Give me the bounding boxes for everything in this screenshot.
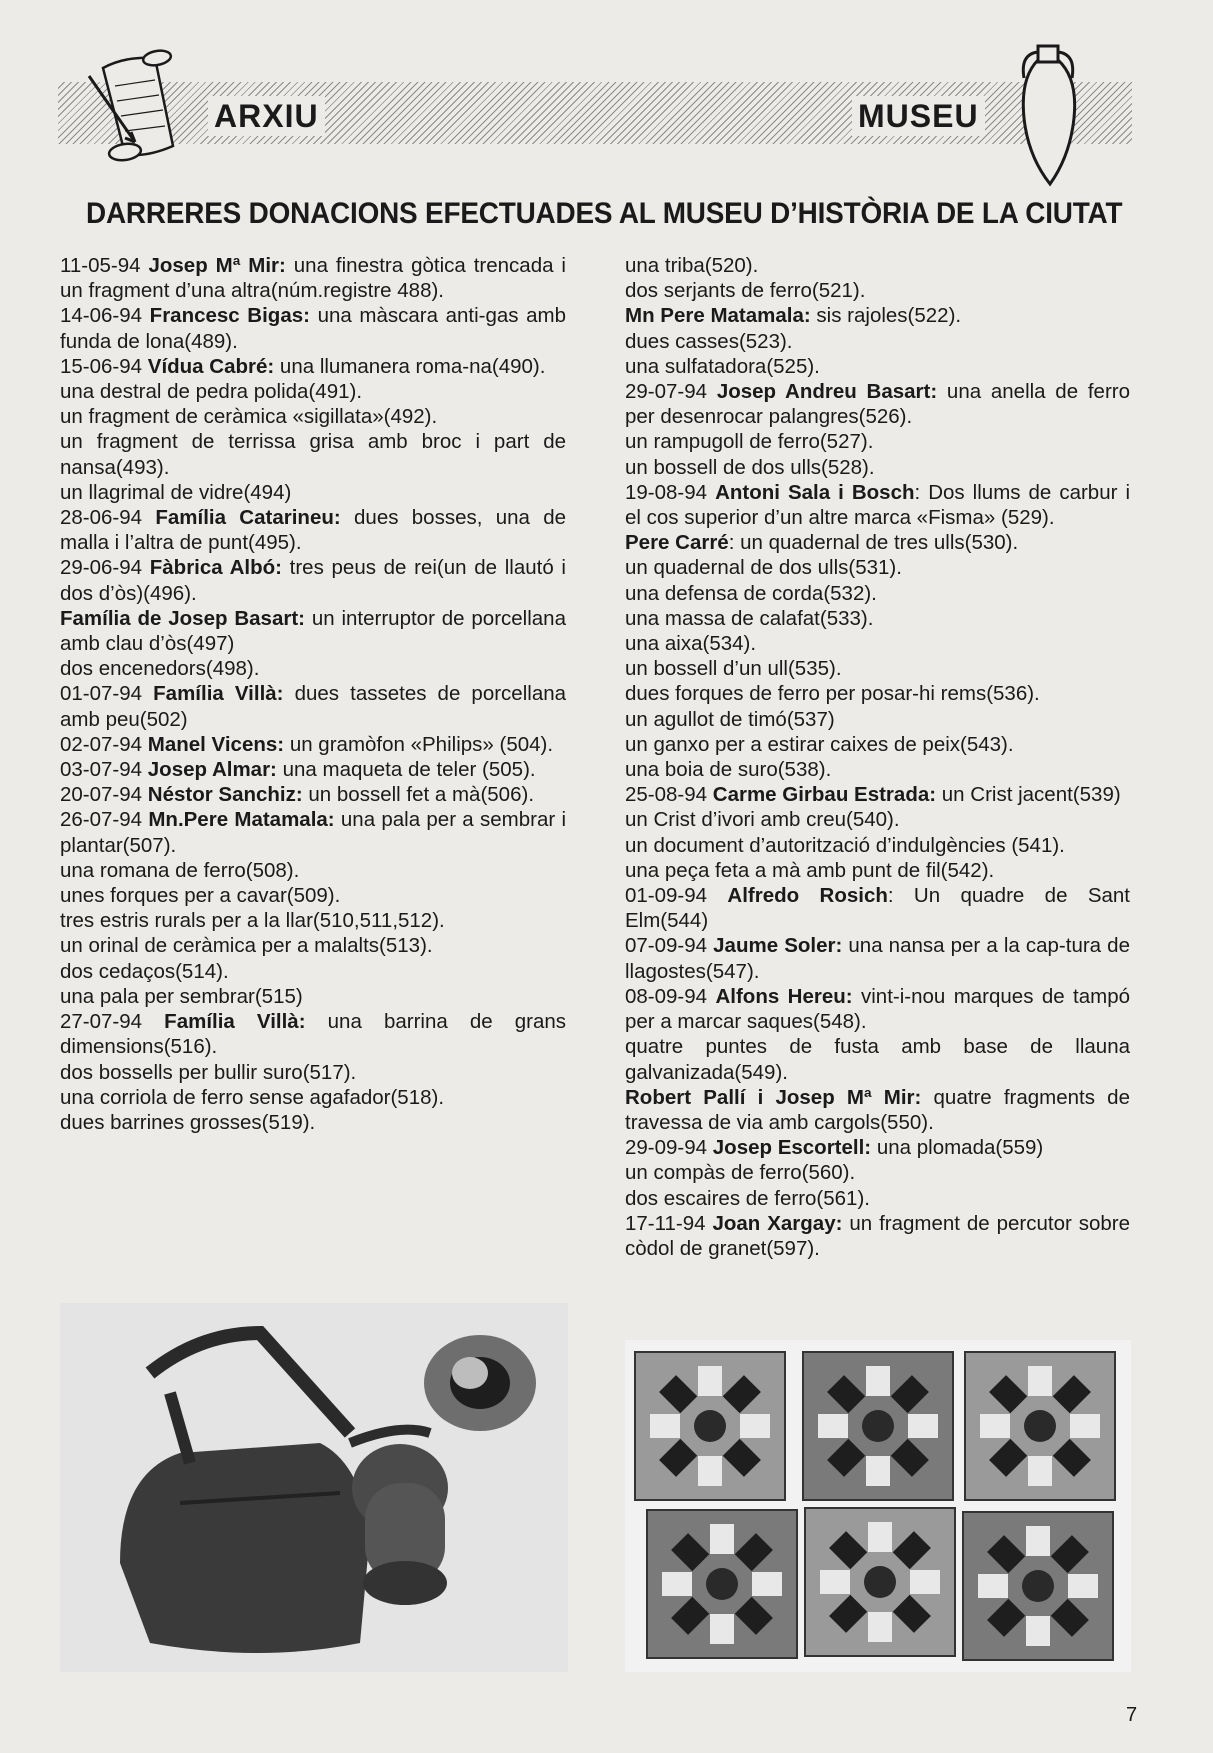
donation-entry — [625, 480, 1130, 530]
donation-description: una corriola de ferro sense agafador(518). — [60, 1085, 445, 1109]
photo-gas-mask — [60, 1303, 568, 1672]
donation-description: tres peus de rei(un de llautó i dos d’òs)(496). — [60, 556, 566, 605]
donation-entry — [60, 1085, 566, 1110]
donor-name: Néstor Sanchiz: — [147, 783, 303, 807]
donation-date: 08-09-94 — [625, 984, 708, 1008]
photo-tiles — [625, 1340, 1131, 1672]
donation-description: un fragment de terrissa grisa amb broc i part de nansa(493). — [60, 430, 566, 479]
donation-entry — [60, 1110, 566, 1135]
donation-entry — [625, 429, 1130, 454]
donation-description: quatre fragments de travessa de via amb cargols(550). — [625, 1085, 1130, 1134]
donation-description: una maqueta de teler (505). — [282, 758, 536, 782]
donation-entry — [625, 782, 1130, 807]
donation-description: un Crist d’ivori amb creu(540). — [625, 808, 900, 832]
donation-description: una barrina de grans dimensions(516). — [60, 1010, 567, 1059]
donor-name: Josep Andreu Basart: — [716, 380, 938, 404]
scroll-icon — [85, 46, 195, 166]
donor-name: Josep Mª Mir: — [148, 254, 286, 277]
donation-description: un llagrimal de vidre(494) — [60, 480, 292, 504]
header-label-museu: MUSEU — [852, 96, 985, 136]
donation-description: una anella de ferro per desenrocar palangres(526). — [625, 380, 1130, 429]
donation-description: dues forques de ferro per posar-hi rems(536). — [625, 682, 1040, 706]
donation-entry — [625, 681, 1130, 706]
donation-description: un document d’autorització d’indulgències (541). — [625, 833, 1065, 857]
donation-date: 11-05-94 — [60, 254, 141, 277]
donation-description: dues tassetes de porcellana amb peu(502) — [60, 682, 567, 731]
donation-entry — [60, 883, 566, 908]
tile — [635, 1352, 785, 1500]
donation-date: 01-07-94 — [60, 682, 143, 706]
donation-description: tres estris rurals per a la llar(510,511,512). — [60, 909, 445, 933]
donation-date: 20-07-94 — [60, 783, 143, 807]
donation-entry — [60, 858, 566, 883]
donation-entry — [60, 379, 566, 404]
donation-date: 29-06-94 — [60, 556, 143, 580]
donation-entry — [60, 681, 566, 731]
donation-description: un bossell fet a mà(506). — [308, 783, 535, 807]
donation-date: 15-06-94 — [60, 354, 143, 378]
donor-name: Pere Carré — [625, 531, 729, 555]
donation-description: un compàs de ferro(560). — [625, 1161, 856, 1185]
donation-entry — [60, 606, 566, 656]
donation-entry — [60, 807, 566, 857]
donor-name: Família Villà: — [164, 1010, 306, 1034]
donation-description: una nansa per a la cap-tura de llagostes(547). — [625, 934, 1130, 983]
donation-entry — [60, 555, 566, 605]
donation-description: una defensa de corda(532). — [625, 581, 877, 605]
donation-entry — [60, 480, 566, 505]
donation-description: una peça feta a mà amb punt de fil(542). — [625, 858, 995, 882]
donation-date: 25-08-94 — [625, 783, 708, 807]
donation-entry — [625, 581, 1130, 606]
donor-name: Carme Girbau Estrada: — [712, 783, 937, 807]
donation-entry — [625, 1085, 1130, 1135]
donation-description: : un quadernal de tres ulls(530). — [728, 531, 1019, 555]
donation-description: un gramòfon «Philips» (504). — [289, 732, 554, 756]
donation-entry — [60, 933, 566, 958]
donation-description: un fragment de percutor sobre còdol de granet(597). — [625, 1211, 1130, 1260]
donation-entry — [625, 354, 1130, 379]
donation-entry — [625, 530, 1130, 555]
donation-entry — [625, 732, 1130, 757]
donation-description: sis rajoles(522). — [816, 304, 962, 328]
donation-entry — [60, 253, 566, 303]
donation-entry — [60, 732, 566, 757]
donor-name: Joan Xargay: — [712, 1211, 843, 1235]
tile — [803, 1352, 953, 1500]
donation-description: : Un quadre de Sant Elm(544) — [625, 884, 1130, 933]
donation-description: una sulfatadora(525). — [625, 354, 820, 378]
donation-description: dues barrines grosses(519). — [60, 1110, 316, 1134]
donor-name: Família Villà: — [153, 682, 284, 706]
tile — [963, 1512, 1113, 1660]
donation-description: un bossell d’un ull(535). — [625, 657, 842, 681]
donation-description: una llumanera roma-na(490). — [279, 354, 546, 378]
section-header-band — [58, 82, 1132, 144]
donor-name: Josep Escortell: — [712, 1136, 872, 1160]
donation-description: una finestra gòtica trencada i un fragment d’una altra(núm.registre 488). — [60, 254, 566, 303]
donation-entry — [625, 1211, 1130, 1261]
tile — [805, 1508, 955, 1656]
donation-description: unes forques per a cavar(509). — [60, 884, 341, 908]
donor-name: Jaume Soler: — [713, 934, 843, 958]
donation-entry — [60, 1009, 566, 1059]
donation-entry — [625, 555, 1130, 580]
donation-date: 01-09-94 — [625, 884, 708, 908]
donation-description: una plomada(559) — [876, 1136, 1044, 1160]
donation-entry — [625, 807, 1130, 832]
donation-description: quatre puntes de fusta amb base de llauna galvanizada(549). — [625, 1035, 1130, 1084]
donation-entry — [60, 404, 566, 429]
donation-description: dos bossells per bullir suro(517). — [60, 1060, 357, 1084]
donation-entry — [60, 656, 566, 681]
donation-description: un orinal de ceràmica per a malalts(513). — [60, 934, 433, 958]
donation-entry — [625, 1160, 1130, 1185]
donation-date: 29-09-94 — [625, 1136, 708, 1160]
donor-name: Robert Pallí i Josep Mª Mir: — [625, 1085, 922, 1109]
donation-entry — [60, 429, 566, 479]
donation-entry — [625, 278, 1130, 303]
donation-description: una triba(520). — [625, 254, 759, 277]
donation-description: un agullot de timó(537) — [625, 707, 835, 731]
donation-entry — [625, 379, 1130, 429]
left-column-donations — [60, 253, 566, 1135]
donation-entry — [625, 656, 1130, 681]
donation-description: una pala per a sembrar i plantar(507). — [60, 808, 566, 857]
donation-description: dues bosses, una de malla i l’altra de punt(495). — [60, 506, 567, 555]
donation-entry — [60, 354, 566, 379]
donation-entry — [625, 858, 1130, 883]
donation-description: una destral de pedra polida(491). — [60, 380, 363, 404]
donation-entry — [60, 959, 566, 984]
donation-date: 17-11-94 — [625, 1211, 706, 1235]
donation-entry — [625, 1135, 1130, 1160]
donation-entry — [625, 933, 1130, 983]
donation-description: una massa de calafat(533). — [625, 606, 874, 630]
donation-entry — [60, 303, 566, 353]
donation-entry — [60, 1060, 566, 1085]
donation-description: : Dos llums de carbur i el cos superior d’un altre marca «Fisma» (529). — [625, 480, 1130, 530]
donation-entry — [625, 883, 1130, 933]
donor-name: Antoni Sala i Bosch — [715, 480, 915, 504]
header-label-arxiu: ARXIU — [208, 96, 325, 136]
donation-entry — [625, 707, 1130, 732]
page-title: DARRERES DONACIONS EFECTUADES AL MUSEU D’HISTÒRIA DE LA CIUTAT — [86, 197, 1123, 230]
donor-name: Josep Almar: — [147, 758, 277, 782]
donation-description: un quadernal de dos ulls(531). — [625, 556, 902, 580]
donor-name: Família de Josep Basart: — [60, 606, 305, 630]
donation-date: 26-07-94 — [60, 808, 143, 832]
donation-entry — [625, 455, 1130, 480]
donation-date: 03-07-94 — [60, 758, 143, 782]
donation-description: una aixa(534). — [625, 632, 757, 656]
right-column-donations — [625, 253, 1130, 1261]
donation-date: 02-07-94 — [60, 732, 143, 756]
donation-description: una màscara anti-gas amb funda de lona(489). — [60, 304, 566, 353]
donation-description: un bossell de dos ulls(528). — [625, 455, 875, 479]
donation-date: 27-07-94 — [60, 1010, 143, 1034]
donation-date: 14-06-94 — [60, 304, 143, 328]
donation-entry — [60, 757, 566, 782]
donation-entry — [625, 1186, 1130, 1211]
donation-date: 29-07-94 — [625, 380, 708, 404]
donation-entry — [625, 833, 1130, 858]
donor-name: Mn Pere Matamala: — [625, 304, 811, 328]
donation-entry — [625, 1034, 1130, 1084]
donor-name: Manel Vicens: — [147, 732, 285, 756]
donation-description: dos serjants de ferro(521). — [625, 279, 866, 303]
donation-date: 19-08-94 — [625, 480, 708, 504]
donation-date: 07-09-94 — [625, 934, 708, 958]
donation-entry — [60, 505, 566, 555]
donation-date: 28-06-94 — [60, 506, 143, 530]
amphora-icon — [1012, 38, 1084, 188]
donor-name: Alfons Hereu: — [715, 984, 853, 1008]
donation-description: dos cedaços(514). — [60, 959, 229, 983]
donation-description: dos encenedors(498). — [60, 657, 260, 681]
donor-name: Francesc Bigas: — [149, 304, 310, 328]
donation-entry — [60, 984, 566, 1009]
tiles-illustration — [625, 1340, 1131, 1672]
donation-entry — [625, 253, 1130, 278]
donation-entry — [60, 908, 566, 933]
donation-description: dos escaires de ferro(561). — [625, 1186, 870, 1210]
donation-entry — [625, 757, 1130, 782]
page-number: 7 — [1126, 1704, 1138, 1726]
donation-entry — [60, 782, 566, 807]
donation-description: vint-i-nou marques de tampó per a marcar saques(548). — [625, 984, 1131, 1034]
donation-description: un rampugoll de ferro(527). — [625, 430, 874, 454]
donation-description: un Crist jacent(539) — [941, 783, 1121, 807]
donor-name: Alfredo Rosich — [727, 884, 888, 908]
donation-description: un fragment de ceràmica «sigillata»(492). — [60, 405, 438, 429]
donation-description: una boia de suro(538). — [625, 758, 832, 782]
tile — [647, 1510, 797, 1658]
donation-entry — [625, 329, 1130, 354]
donation-description: un interruptor de porcellana amb clau d’òs(497) — [60, 606, 566, 656]
donor-name: Mn.Pere Matamala: — [148, 808, 335, 832]
donation-entry — [625, 984, 1130, 1034]
tile — [965, 1352, 1115, 1500]
donation-description: dues casses(523). — [625, 329, 793, 353]
donation-entry — [625, 303, 1130, 328]
donor-name: Fàbrica Albó: — [149, 556, 282, 580]
donor-name: Vídua Cabré: — [147, 354, 275, 378]
donation-description: una romana de ferro(508). — [60, 858, 300, 882]
donation-description: un ganxo per a estirar caixes de peix(543). — [625, 732, 1014, 756]
donation-entry — [625, 631, 1130, 656]
gas-mask-illustration — [60, 1303, 568, 1672]
donor-name: Família Catarineu: — [155, 506, 341, 530]
donation-entry — [625, 606, 1130, 631]
donation-description: una pala per sembrar(515) — [60, 984, 303, 1008]
